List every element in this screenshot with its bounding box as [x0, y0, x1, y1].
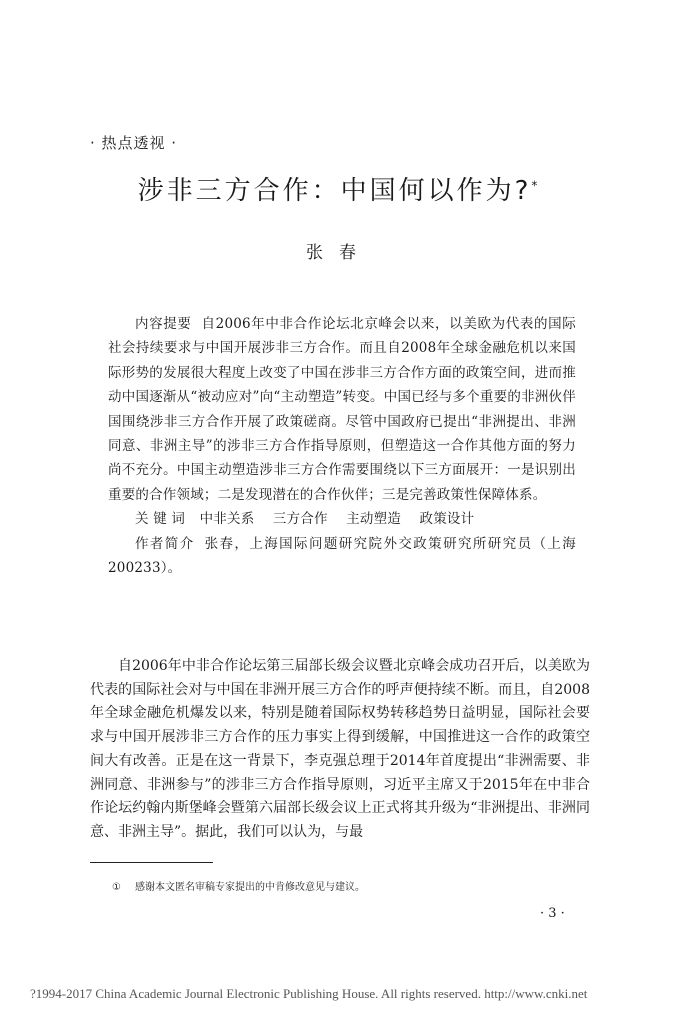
keyword-item: 主动塑造 — [346, 511, 402, 528]
section-tag: · 热点透视 · — [90, 134, 178, 152]
abstract-text: 自2006年中非合作论坛北京峰会以来，以美欧为代表的国际社会持续要求与中国开展涉非三方合作。而且自2008年全球金融危机以来国际形势的发展很大程度上改变了中国在涉非三方合作方面的政策空间，进而推动中国逐渐从“被动应对”向“主动塑造”转变。中国已经与多个重要的非洲伙伴国围绕涉非三方合作开展了政策磋商。尽管中国政府已提出“非洲提出、非洲同意、非洲主导”的涉非三方合作指导原则，但塑造这一合作其他方面的努力尚不充分。中国主动塑造涉非三方合作需要围绕以下三方面展开：一是识别出重要的合作领域；二是发现潜在的合作伙伴；三是完善政策性保障体系。 — [108, 316, 576, 503]
body-paragraph: 自2006年中非合作论坛第三届部长级会议暨北京峰会成功召开后，以美欧为代表的国际社会对与中国在非洲开展三方合作的呼声便持续不断。而且，自2008年全球金融危机爆发以来，特别是随着国际权势转移趋势日益明显，国际社会要求与中国开展涉非三方合作的压力事实上得到缓解，中国推进这一合作的政策空间大有改善。正是在这一背景下，李克强总理于2014年首度提出“非洲需要、非洲同意、非洲参与”的涉非三方合作指导原则，习近平主席又于2015年在中非合作论坛约翰内斯堡峰会暨第六届部长级会议上正式将其升级为“非洲提出、非洲同意、非洲主导”。据此，我们可以认为，与最 — [90, 658, 590, 840]
keywords-label: 关 键 词 — [135, 511, 186, 528]
footnote-mark: ① — [112, 882, 121, 893]
author-bio-text: 张春，上海国际问题研究院外交政策研究所研究员（上海 200233）。 — [108, 535, 590, 577]
abstract-block — [108, 312, 590, 580]
article-title-text: 涉非三方合作：中国何以作为? — [137, 176, 532, 206]
footnote-text: 感谢本文匿名审稿专家提出的中肯修改意见与建议。 — [134, 882, 365, 893]
keyword-item: 中非关系 — [199, 511, 255, 528]
author-bio — [108, 532, 590, 581]
author-bio-label: 作者简介 — [135, 535, 195, 552]
body-text — [90, 655, 590, 845]
keywords-line — [108, 507, 576, 531]
copyright-line: ?1994-2017 China Academic Journal Electronic Publishing House. All rights reserved. http://www.cnki.net — [30, 986, 588, 1001]
abstract-paragraph — [108, 312, 576, 507]
footnote — [112, 878, 365, 893]
footnote-divider — [90, 862, 213, 863]
author-name: 张春 — [306, 243, 372, 263]
abstract-label: 内容提要 — [135, 316, 192, 332]
title-footnote-mark: * — [531, 178, 541, 193]
keyword-item: 三方合作 — [272, 511, 328, 528]
page-number: · 3 · — [540, 906, 565, 921]
article-title — [0, 170, 678, 207]
keyword-item: 政策设计 — [419, 511, 475, 528]
